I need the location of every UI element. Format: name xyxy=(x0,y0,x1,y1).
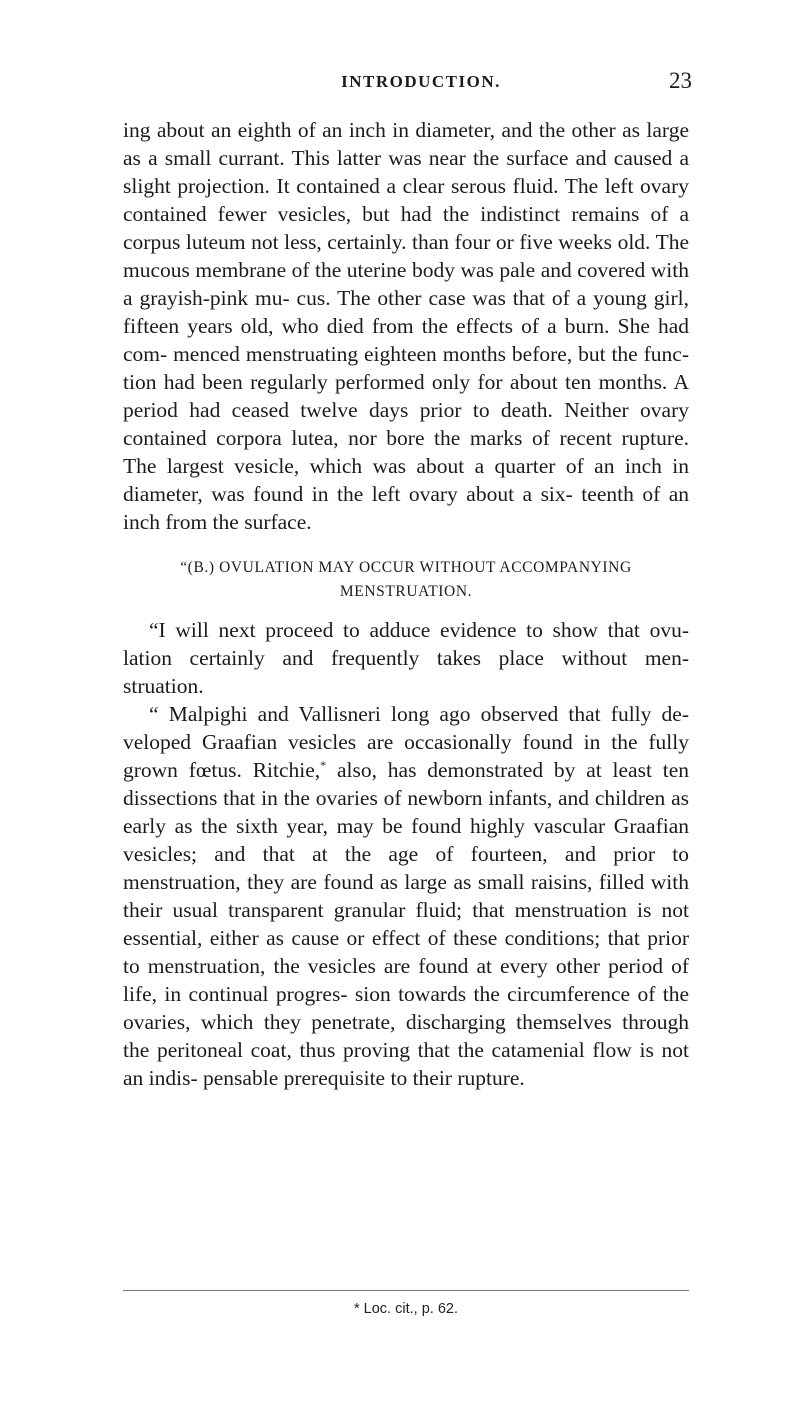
running-title: INTRODUCTION. xyxy=(341,72,501,91)
footnote-area xyxy=(123,1290,689,1317)
paragraph-malpighi-part-2: also, has demonstrated by at least ten dissections that in the ovaries of newborn infants, and children as early as the sixth year, may be found highly vascular Graafian vesicles; and that at the age of fourteen, and prior to menstruation, they are found as large as small raisins, filled with their usual transparent granular fluid; that menstruation is not essential, either as cause or effect of these conditions; that prior to menstruation, the vesicles are found at every other period of life, in continual progres- sion towards the circumference of the ovaries, which they penetrate, discharging themselves through the peritoneal coat, thus proving that the catamenial flow is not an indis- pensable prerequisite to their rupture. xyxy=(123,758,689,1090)
paragraph-ovulation-intro: “I will next proceed to adduce evidence to show that ovu- lation certainly and frequently takes place without men- struation. xyxy=(123,618,689,698)
running-head xyxy=(120,68,692,102)
section-heading xyxy=(123,556,689,604)
section-heading-line-1: “(B.) OVULATION MAY OCCUR WITHOUT ACCOMPANYING xyxy=(180,559,632,576)
body-text xyxy=(123,116,689,1092)
footnote-text: * Loc. cit., p. 62. xyxy=(354,1301,458,1317)
section-heading-line-2: MENSTRUATION. xyxy=(339,583,473,600)
page-number: 23 xyxy=(669,68,692,93)
paragraph-malpighi-part-1: “ Malpighi and Vallisneri long ago observed that fully de- veloped Graafian vesicles are occasionally found in the fully grown fœtus. Ritchie, xyxy=(123,702,689,782)
footnote-marker: * xyxy=(320,757,327,772)
paragraph-continuation: ing about an eighth of an inch in diameter, and the other as large as a small currant. This latter was near the surface and caused a slight projection. It contained a clear serous fluid. The left ovary contained fewer vesicles, but had the indistinct remains of a corpus luteum not less, certainly. than four or five weeks old. The mucous membrane of the uterine body was pale and covered with a grayish-pink mu- cus. The other case was that of a young girl, fifteen years old, who died from the effects of a burn. She had com- menced menstruating eighteen months before, but the func- tion had been regularly performed only for about ten months. A period had ceased twelve days prior to death. Neither ovary contained corpora lutea, nor bore the marks of recent rupture. The largest vesicle, which was about a quarter of an inch in diameter, was found in the left ovary about a six- teenth of an inch from the surface. xyxy=(123,118,689,534)
footnote-rule xyxy=(123,1290,689,1291)
paragraph-malpighi xyxy=(123,700,689,1092)
